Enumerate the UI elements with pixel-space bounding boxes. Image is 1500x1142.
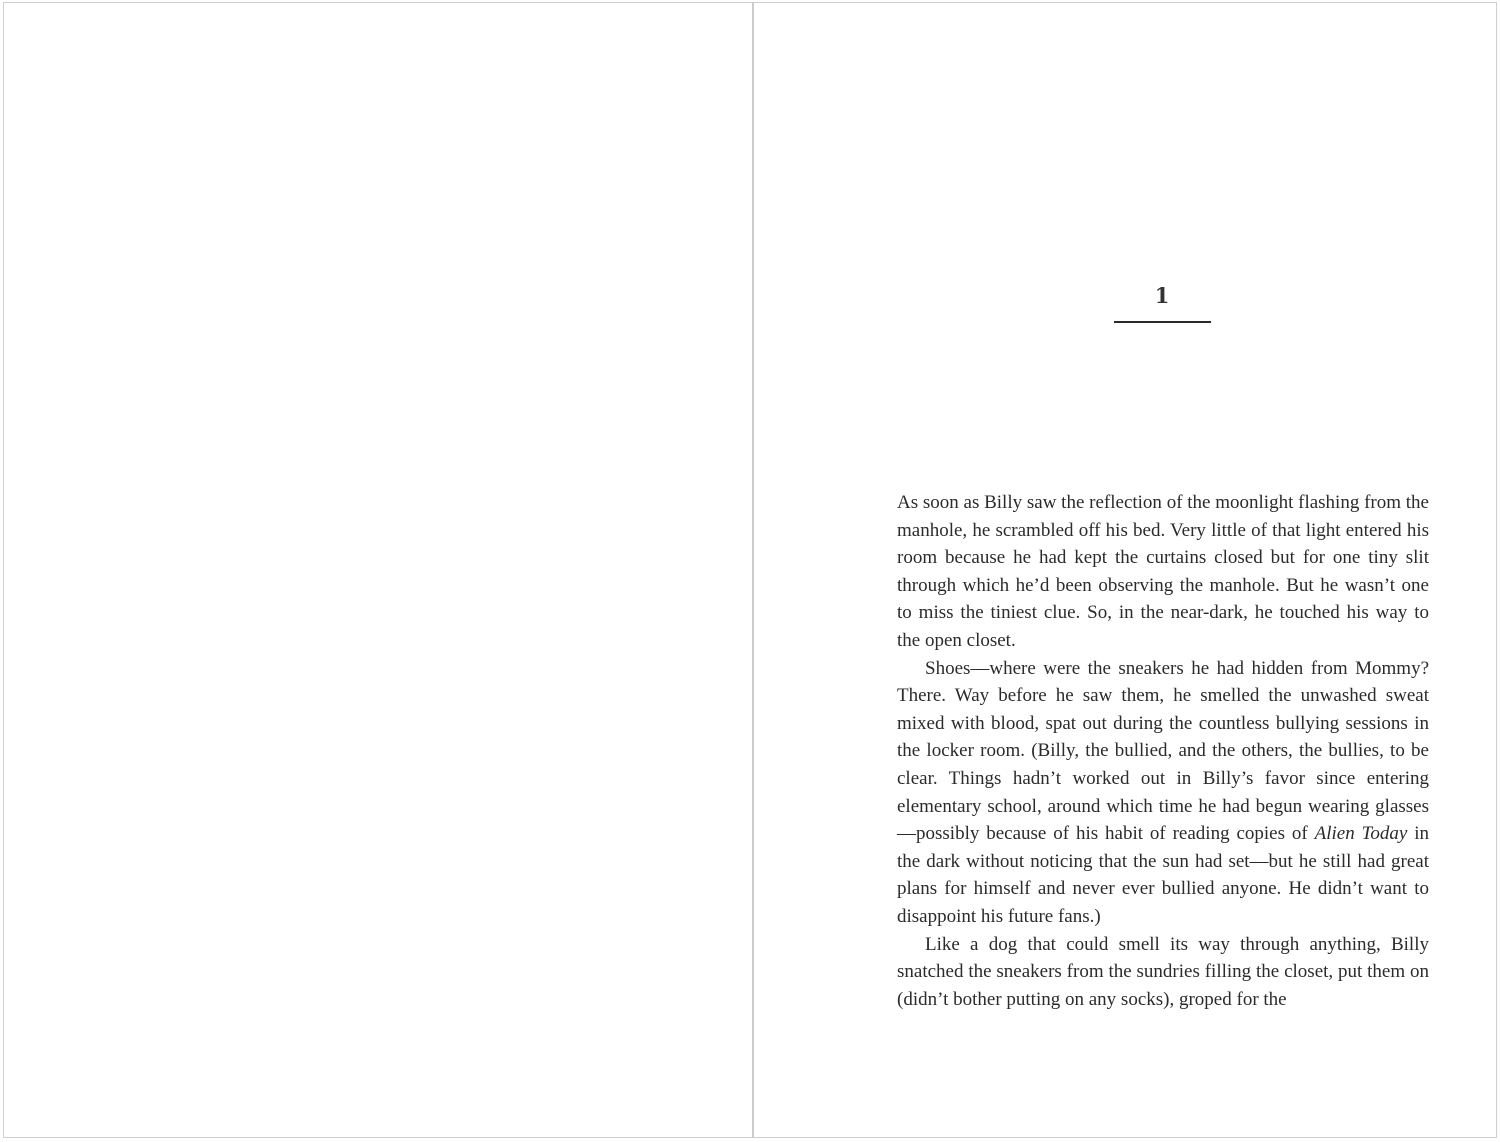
paragraph-2 bbox=[897, 655, 1429, 931]
paragraph-3: Like a dog that could smell its way through anything, Billy snatched the sneakers from the sundries filling the closet, put them on (didn’t bother putting on any socks), groped for the bbox=[897, 933, 1429, 1010]
book-spread bbox=[3, 2, 1497, 1138]
chapter-underline-rule bbox=[1114, 321, 1211, 323]
right-page bbox=[754, 3, 1496, 1137]
paragraph-1: As soon as Billy saw the reflection of the moonlight flashing from the manhole, he scrambled off his bed. Very little of that light entered his room because he had kept the curtains closed but for one tiny slit through which he’d been observing the manhole. But he wasn’t one to miss the tiniest clue. So, in the near-dark, he touched his way to the open closet. bbox=[897, 492, 1429, 651]
chapter-number: 1 bbox=[1154, 283, 1170, 308]
paragraph-2-text-after-italic: in the dark without noticing that the sun had set—but he still had great plans for himself and never ever bullied anyone. He didn’t want to disappoint his future fans.) bbox=[897, 823, 1430, 927]
paragraph-2-text-before-italic: Shoes—where were the sneakers he had hidden from Mommy? There. Way before he saw them, he smelled the unwashed sweat mixed with blood, spat out during the countless bullying sessions in the locker room. (Billy, the bullied, and the others, the bullies, to be clear. Things hadn’t worked out in Billy’s favor since entering elementary school, around which time he had begun wearing glasses—possibly because of his habit of reading copies of bbox=[897, 657, 1429, 845]
magazine-title-italic: Alien Today bbox=[1314, 823, 1408, 845]
left-page-blank bbox=[4, 3, 752, 1137]
chapter-body-text bbox=[897, 489, 1429, 1013]
